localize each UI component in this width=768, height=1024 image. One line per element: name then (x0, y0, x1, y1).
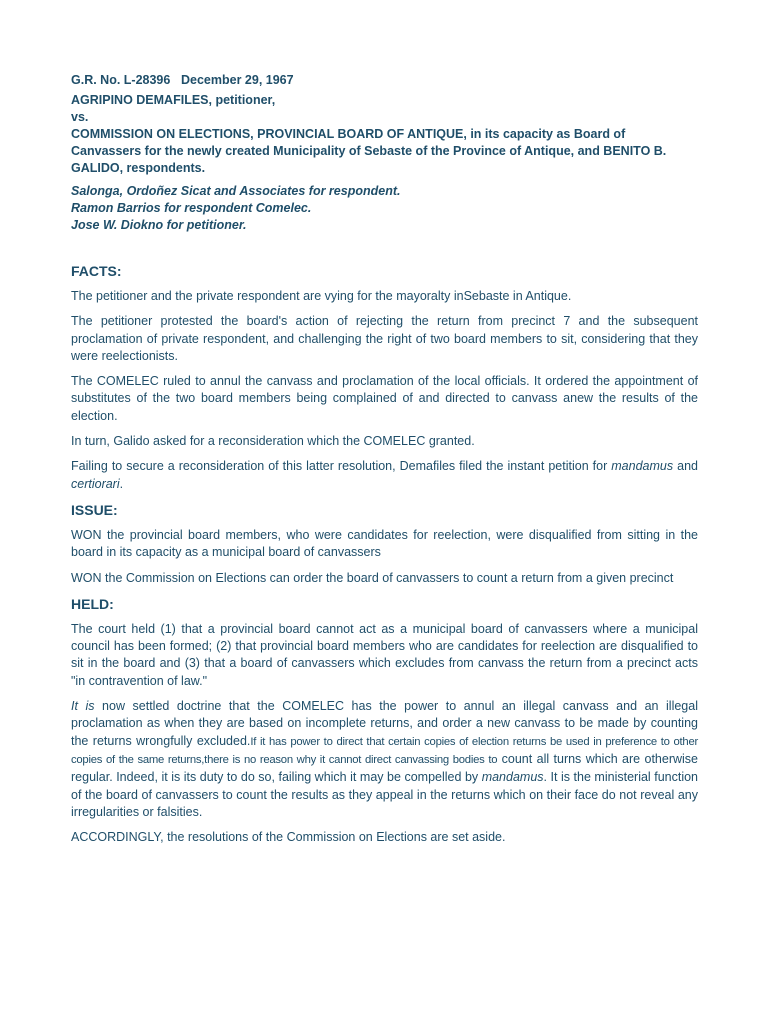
counsel-item: Salonga, Ordoñez Sicat and Associates for respondent. (71, 184, 401, 198)
text-run: . It is the ministerial function of the board of canvassers to count the results as they appeal in the returns which on their face do not reveal any irregularities or falsities. (71, 770, 698, 819)
counsel-list (71, 183, 698, 234)
text-run: . (119, 476, 124, 491)
facts-paragraph: The petitioner and the private respondent are vying for the mayoralty inSebaste in Antique. (71, 289, 572, 303)
versus-line: vs. (71, 110, 89, 124)
facts-paragraph: The petitioner protested the board's action of rejecting the return from precinct 7 and the subsequent proclamation of private respondent, and challenging the right of two board members to sit, considering that they were reelectionists. (71, 314, 698, 363)
text-run: and (673, 459, 698, 474)
document-body (71, 72, 698, 854)
petitioner-line: AGRIPINO DEMAFILES, petitioner, (71, 93, 276, 107)
held-paragraph (71, 698, 698, 821)
held-paragraph: ACCORDINGLY, the resolutions of the Commission on Elections are set aside. (71, 830, 506, 845)
text-run: Failing to secure a reconsideration of this latter resolution, Demafiles filed the instant petition for (71, 459, 612, 474)
facts-paragraph: The COMELEC ruled to annul the canvass and proclamation of the local officials. It ordered the appointment of substitutes of the two board members being complained of and directed to canvass anew the results of the election. (71, 374, 698, 423)
respondents-line: COMMISSION ON ELECTIONS, PROVINCIAL BOARD OF ANTIQUE, in its capacity as Board of Canvassers for the newly created Municipality of Sebaste of the Province of Antique, and BENITO B. GALIDO, respondents. (71, 127, 667, 175)
facts-paragraph (71, 458, 698, 493)
issue-paragraph: WON the provincial board members, who were candidates for reelection, were disqualified from sitting in the board in its capacity as a municipal board of canvassers (71, 527, 698, 560)
case-date: December 29, 1967 (181, 73, 294, 87)
issue-paragraph: WON the Commission on Elections can order the board of canvassers to count a return from a given precinct (71, 570, 674, 585)
text-run: count all turns which are otherwise regular. Indeed, it is its duty to do so, failing which it may be compelled by (71, 751, 699, 785)
facts-heading: FACTS: (71, 263, 122, 279)
facts-paragraph: In turn, Galido asked for a reconsideration which the COMELEC granted. (71, 434, 475, 449)
held-heading: HELD: (71, 595, 114, 612)
counsel-item: Ramon Barrios for respondent Comelec. (71, 201, 312, 215)
held-paragraph: The court held (1) that a provincial board cannot act as a municipal board of canvassers where a municipal council has been formed; (2) that provincial board members who are candidates for reelection are disqualified to sit in the board and (3) that a board of canvassers which excludes from canvass the return from a precinct acts "in contravention of law." (71, 621, 698, 688)
text-run: now settled doctrine that the COMELEC has the power to annul an illegal canvass and an illegal proclamation as when they are based on incomplete returns, and order a new canvass to be made by counting the returns wrongfully excluded. (71, 699, 698, 748)
text-run-italic: mandamus (481, 770, 544, 785)
case-number: G.R. No. L-28396 (71, 73, 171, 87)
text-run-small: If it has power to direct that certain copies of election returns be used in preference to other copies of the same returns,there is no reason why it cannot direct canvassing bodies to (71, 735, 698, 766)
text-run-italic: It is (71, 699, 95, 714)
issue-heading: ISSUE: (71, 501, 118, 518)
counsel-item: Jose W. Diokno for petitioner. (71, 218, 247, 232)
text-run-italic: mandamus (611, 459, 674, 474)
text-run-italic: certiorari (71, 476, 120, 491)
case-header (71, 72, 698, 89)
